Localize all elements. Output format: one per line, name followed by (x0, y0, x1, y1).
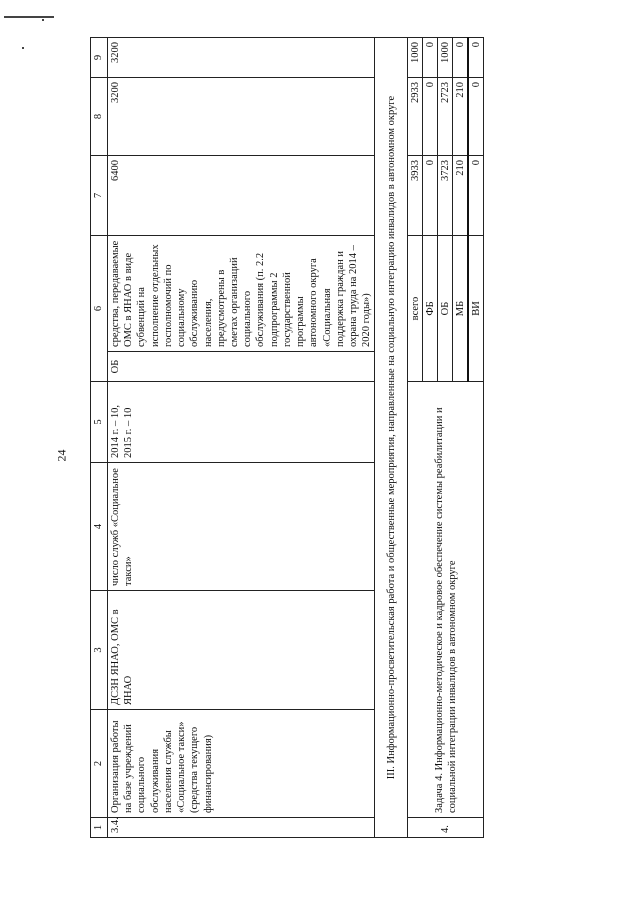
total-2015: 1000 (408, 38, 423, 78)
ob-2014: 2723 (438, 78, 453, 156)
header-col-9: 9 (91, 38, 108, 78)
source-fb-label: ФБ (423, 236, 438, 382)
header-col-4: 4 (91, 463, 108, 591)
scan-mark-dot (22, 47, 24, 49)
total-amount: 6400 (108, 156, 375, 236)
mb-2015: 0 (453, 38, 469, 78)
amount-2014: 3200 (108, 78, 375, 156)
executor: ДСЗН ЯНАО, ОМС в ЯНАО (108, 591, 375, 710)
rotated-page (90, 38, 622, 838)
mb-2014: 210 (453, 78, 469, 156)
program-table (90, 37, 484, 838)
ob-2015: 1000 (438, 38, 453, 78)
indicator: число служб «Социальное такси» (108, 463, 375, 591)
fb-2014: 0 (423, 78, 438, 156)
ob-total: 3723 (438, 156, 453, 236)
header-row (91, 38, 108, 838)
vi-total: 0 (468, 156, 484, 236)
task-number: 4. (408, 818, 484, 838)
funding-source: ОБ (108, 352, 375, 382)
amount-2015: 3200 (108, 38, 375, 78)
total-all: 3933 (408, 156, 423, 236)
section-heading-row (375, 38, 408, 838)
source-vi-label: ВИ (468, 236, 484, 382)
header-col-7: 7 (91, 156, 108, 236)
source-total-label: всего (408, 236, 423, 382)
header-col-3: 3 (91, 591, 108, 710)
total-2014: 2933 (408, 78, 423, 156)
scan-mark-dot (42, 19, 44, 21)
funding-description: средства, передаваемые ОМС в ЯНАО в виде субвенций на исполнение отдельных госполномочий по социальному обслуживанию населения, предусмотрены в сметах организаций социального обслуживания (п. 2.2 подпрограммы 2 государственной программы автономного округа «Социальная поддержка граждан и охрана труда на 2014 – 2020 годы») (108, 236, 375, 352)
fb-total: 0 (423, 156, 438, 236)
header-col-1: 1 (91, 818, 108, 838)
header-col-8: 8 (91, 78, 108, 156)
header-col-2: 2 (91, 710, 108, 818)
task-4-row-total (408, 38, 423, 838)
vi-2015: 0 (468, 38, 484, 78)
mb-total: 210 (453, 156, 469, 236)
period-values: 2014 г. – 10, 2015 г. – 10 (108, 382, 375, 463)
section-heading: III. Информационно-просветительская работа и общественные мероприятия, направленные на социальную интеграцию инвалидов в автономном округе (375, 38, 408, 838)
scan-mark-line (4, 16, 54, 18)
source-ob-label: ОБ (438, 236, 453, 382)
vi-2014: 0 (468, 78, 484, 156)
page-number: 24 (54, 449, 69, 462)
table-row-3-4 (108, 38, 375, 838)
header-col-6: 6 (91, 236, 108, 382)
header-col-5: 5 (91, 382, 108, 463)
measure-name: Организация работы на базе учреждений социального обслуживания населения службы «Социальное такси» (средства текущего финансирования) (108, 710, 375, 818)
task-description: Задача 4. Информационно-методическое и кадровое обеспечение системы реабилитации и социальной интеграции инвалидов в автономном округе (408, 382, 484, 818)
row-number: 3.4. (108, 818, 375, 838)
fb-2015: 0 (423, 38, 438, 78)
source-mb-label: МБ (453, 236, 469, 382)
